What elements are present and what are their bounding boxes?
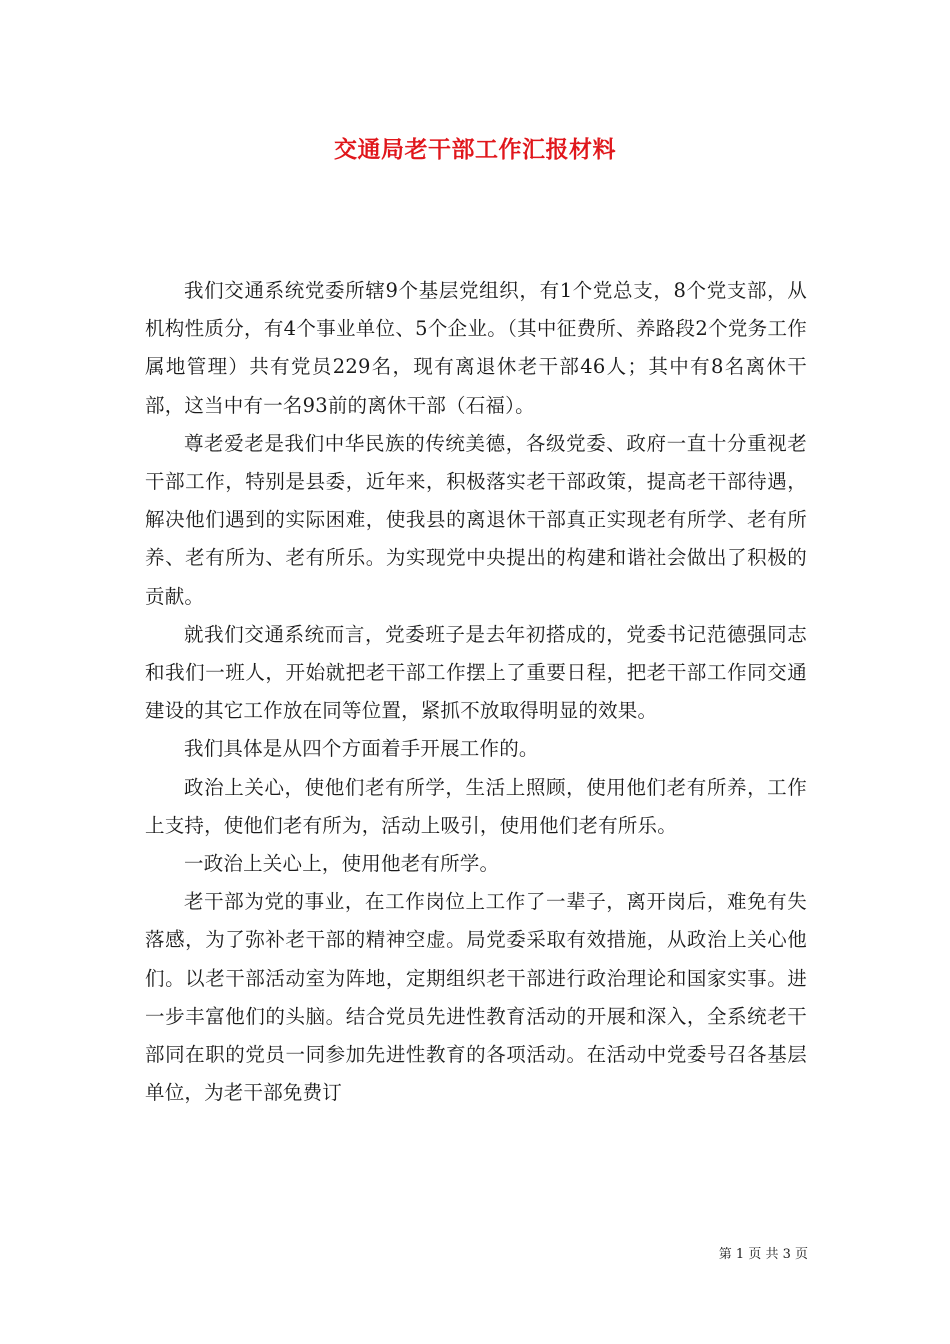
paragraph-2: 尊老爱老是我们中华民族的传统美德，各级党委、政府一直十分重视老干部工作，特别是县委，近年来，积极落实老干部政策，提高老干部待遇，解决他们遇到的实际困难，使我县的离退休干部真正实现老有所学、老有所养、老有所为、老有所乐。为实现党中央提出的构建和谐社会做出了积极的贡献。	[145, 431, 807, 608]
paragraph-5: 政治上关心，使他们老有所学，生活上照顾，使用他们老有所养，工作上支持，使他们老有所为，活动上吸引，使用他们老有所乐。	[145, 775, 807, 837]
paragraph-1: 我们交通系统党委所辖9个基层党组织，有1个党总支，8个党支部，从机构性质分，有4个事业单位、5个企业。（其中征费所、养路段2个党务工作属地管理）共有党员229名，现有离退休老干部46人；其中有8名离休干部，这当中有一名93前的离休干部（石福）。	[145, 279, 807, 417]
paragraph-4: 我们具体是从四个方面着手开展工作的。	[184, 737, 539, 761]
page-number-footer: 第 1 页 共 3 页	[718, 1247, 808, 1262]
document-body	[145, 272, 807, 1112]
document-title: 交通局老干部工作汇报材料	[334, 136, 616, 163]
paragraph-7: 老干部为党的事业，在工作岗位上工作了一辈子，离开岗后，难免有失落感，为了弥补老干部的精神空虚。局党委采取有效措施，从政治上关心他们。以老干部活动室为阵地，定期组织老干部进行政治理论和国家实事。进一步丰富他们的头脑。结合党员先进性教育活动的开展和深入，全系统老干部同在职的党员一同参加先进性教育的各项活动。在活动中党委号召各基层单位，为老干部免费订	[145, 890, 807, 1105]
paragraph-3: 就我们交通系统而言，党委班子是去年初搭成的，党委书记范德强同志和我们一班人，开始就把老干部工作摆上了重要日程，把老干部工作同交通建设的其它工作放在同等位置，紧抓不放取得明显的效果。	[145, 622, 807, 723]
paragraph-6: 一政治上关心上，使用他老有所学。	[184, 852, 500, 876]
